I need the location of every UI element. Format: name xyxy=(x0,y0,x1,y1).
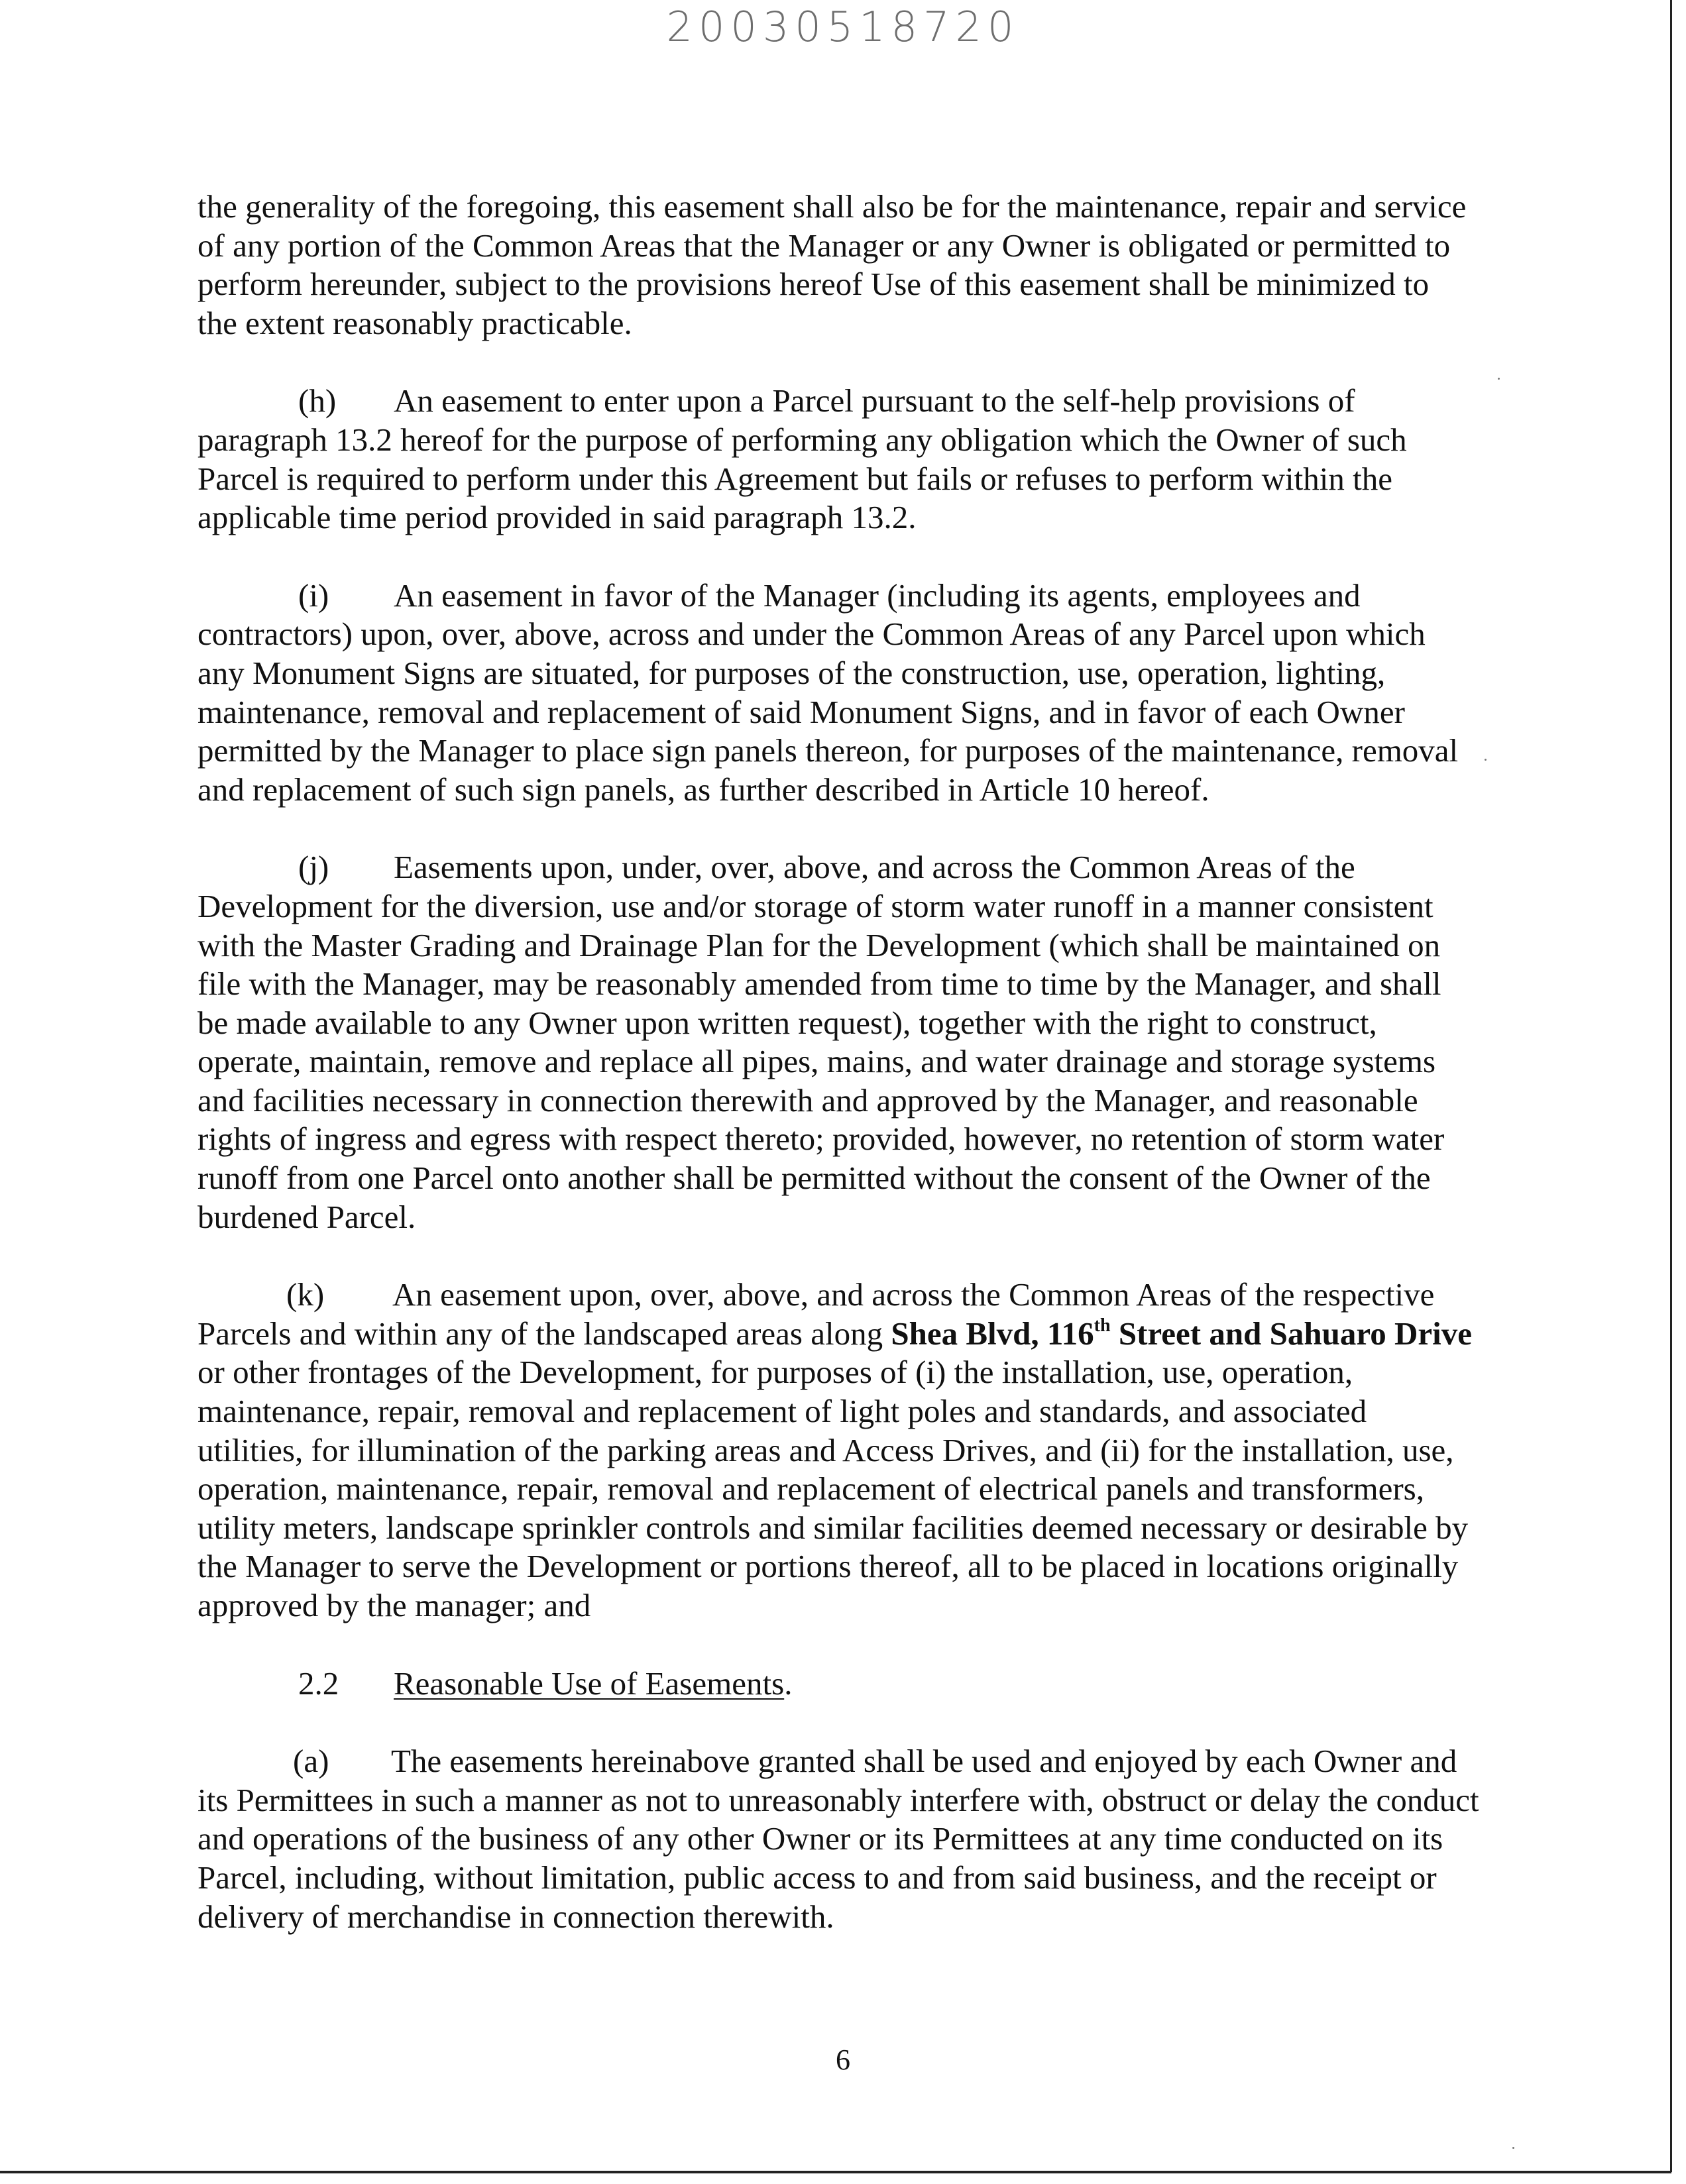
ordinal-suffix: th xyxy=(1094,1315,1111,1336)
text-span: The easements hereinabove granted shall be used and enjoyed by each Owner and xyxy=(391,1743,1457,1780)
text-line: the generality of the foregoing, this easement shall also be for the maintenance, repair and service xyxy=(197,188,1467,225)
scan-speck xyxy=(1498,378,1500,380)
paragraph-g-continued xyxy=(197,188,1516,343)
text-line: delivery of merchandise in connection therewith. xyxy=(197,1898,834,1935)
scan-speck xyxy=(1512,2147,1514,2149)
paragraph-label: (j) xyxy=(298,849,329,886)
paragraph-label: (h) xyxy=(298,382,337,419)
text-line xyxy=(197,382,1516,421)
section-number: 2.2 xyxy=(298,1665,339,1702)
text-line: the Manager to serve the Development or portions thereof, all to be placed in locations originally xyxy=(197,1548,1459,1585)
text-line: maintenance, removal and replacement of said Monument Signs, and in favor of each Owner xyxy=(197,693,1405,730)
text-line xyxy=(197,1276,1516,1315)
paragraph-label: (i) xyxy=(298,576,329,614)
text-line xyxy=(197,576,1516,616)
text-line: and replacement of such sign panels, as further described in Article 10 hereof. xyxy=(197,771,1209,808)
text-line xyxy=(197,848,1516,887)
text-line: be made available to any Owner upon written request), together with the right to construct, xyxy=(197,1004,1377,1041)
text-line: Parcel is required to perform under this Agreement but fails or refuses to perform within the xyxy=(197,460,1392,497)
text-line: contractors) upon, over, above, across and under the Common Areas of any Parcel upon which xyxy=(197,616,1426,653)
text-span: Parcels and within any of the landscaped areas along xyxy=(197,1315,891,1352)
recording-number: 20030518720 xyxy=(666,3,1020,51)
text-span: An easement in favor of the Manager (including its agents, employees and xyxy=(394,576,1361,614)
text-line: runoff from one Parcel onto another shall be permitted without the consent of the Owner of the xyxy=(197,1160,1431,1197)
text-line: perform hereunder, subject to the provisions hereof Use of this easement shall be minimized to xyxy=(197,266,1430,303)
section-title-period: . xyxy=(784,1665,793,1702)
scan-speck xyxy=(1485,759,1487,761)
text-line: operate, maintain, remove and replace all pipes, mains, and water drainage and storage systems xyxy=(197,1043,1436,1080)
street-name-sahuaro: Street and Sahuaro Drive xyxy=(1110,1315,1472,1352)
text-line: file with the Manager, may be reasonably amended from time to time by the Manager, and shall xyxy=(197,965,1441,1003)
text-line: its Permittees in such a manner as not to unreasonably interfere with, obstruct or delay the conduct xyxy=(197,1781,1479,1818)
street-names xyxy=(891,1315,1472,1352)
scan-edge-bottom xyxy=(0,2171,1671,2173)
text-line: permitted by the Manager to place sign panels thereon, for purposes of the maintenance, removal xyxy=(197,732,1459,769)
text-span: Easements upon, under, over, above, and across the Common Areas of the xyxy=(394,849,1355,886)
text-line: Parcel, including, without limitation, public access to and from said business, and the receipt or xyxy=(197,1859,1437,1896)
text-line xyxy=(197,1315,1516,1354)
text-line: utilities, for illumination of the parking areas and Access Drives, and (ii) for the installation, use, xyxy=(197,1431,1454,1468)
text-line: approved by the manager; and xyxy=(197,1587,591,1623)
street-name-shea: Shea Blvd, 116 xyxy=(891,1315,1094,1352)
text-line: utility meters, landscape sprinkler controls and similar facilities deemed necessary or desirable by xyxy=(197,1509,1469,1546)
scan-edge-right xyxy=(1670,0,1672,2172)
text-span: An easement to enter upon a Parcel pursuant to the self-help provisions of xyxy=(394,382,1355,419)
text-line: operation, maintenance, repair, removal and replacement of electrical panels and transformers, xyxy=(197,1470,1424,1507)
text-line: and facilities necessary in connection therewith and approved by the Manager, and reasonable xyxy=(197,1081,1418,1119)
text-line: of any portion of the Common Areas that the Manager or any Owner is obligated or permitted to xyxy=(197,227,1451,264)
text-line: maintenance, repair, removal and replacement of light poles and standards, and associated xyxy=(197,1393,1367,1430)
text-line: the extent reasonably practicable. xyxy=(197,304,632,341)
document-body xyxy=(197,188,1516,1936)
paragraph-label: (a) xyxy=(293,1743,329,1780)
text-line: applicable time period provided in said paragraph 13.2. xyxy=(197,499,917,536)
paragraph-j xyxy=(197,848,1516,1236)
text-line: any Monument Signs are situated, for purposes of the construction, use, operation, lighting, xyxy=(197,654,1386,691)
paragraph-label: (k) xyxy=(286,1276,325,1313)
section-title: Reasonable Use of Easements xyxy=(394,1665,785,1702)
text-line: burdened Parcel. xyxy=(197,1198,416,1235)
page-number: 6 xyxy=(836,2044,850,2076)
text-line: paragraph 13.2 hereof for the purpose of performing any obligation which the Owner of such xyxy=(197,421,1407,458)
paragraph-k xyxy=(197,1276,1516,1625)
text-line: rights of ingress and egress with respect thereto; provided, however, no retention of storm water xyxy=(197,1120,1445,1158)
text-span: An easement upon, over, above, and across the Common Areas of the respective xyxy=(392,1276,1435,1313)
text-line: Development for the diversion, use and/or storage of storm water runoff in a manner consistent xyxy=(197,887,1433,924)
paragraph-a xyxy=(197,1742,1516,1936)
paragraph-h xyxy=(197,382,1516,537)
text-line xyxy=(197,1665,1516,1704)
text-line: and operations of the business of any other Owner or its Permittees at any time conducted on its xyxy=(197,1820,1443,1857)
text-line: or other frontages of the Development, for purposes of (i) the installation, use, operation, xyxy=(197,1354,1353,1391)
paragraph-i xyxy=(197,576,1516,810)
section-2-2-heading xyxy=(197,1665,1516,1704)
text-line xyxy=(197,1742,1516,1781)
text-line: with the Master Grading and Drainage Plan for the Development (which shall be maintained on xyxy=(197,926,1441,963)
